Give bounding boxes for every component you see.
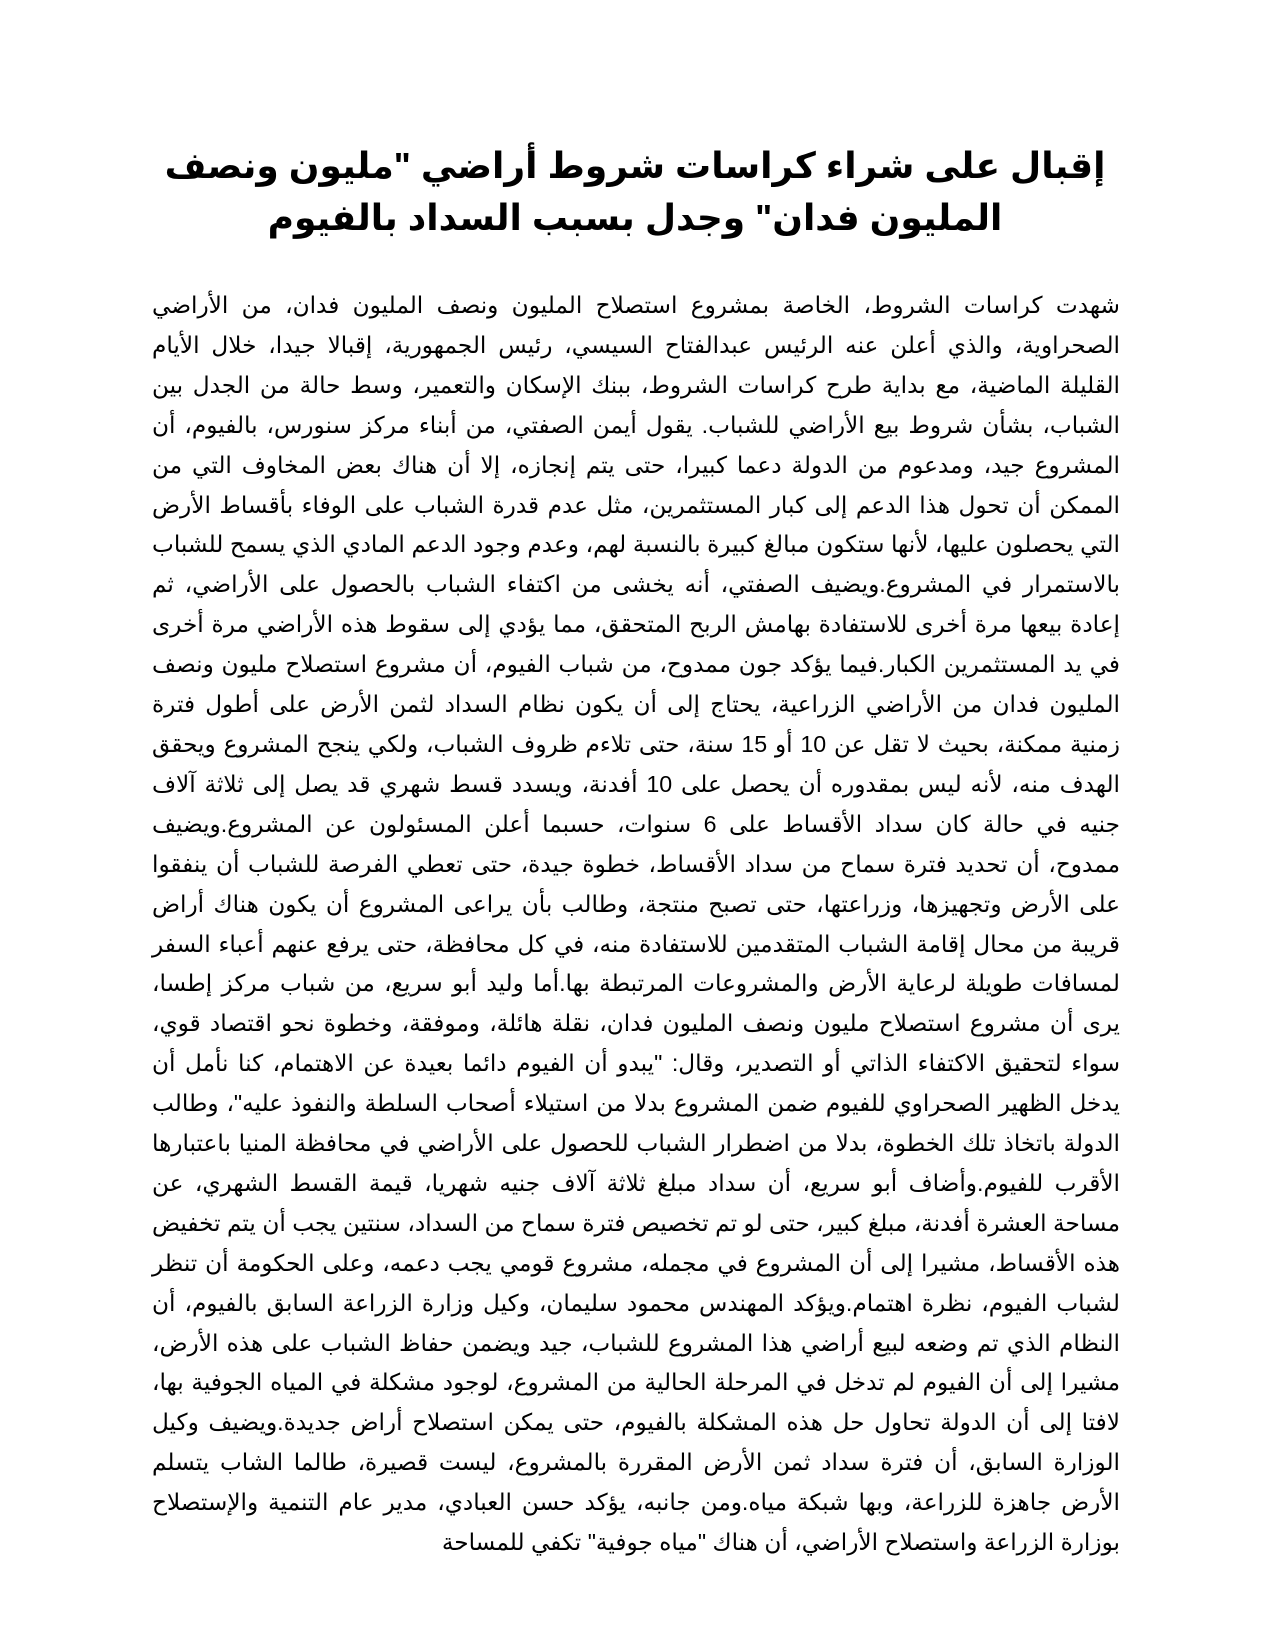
article-body: شهدت كراسات الشروط، الخاصة بمشروع استصلاح المليون ونصف المليون فدان، من الأراضي الصحراوية، والذي أعلن عنه الرئيس عبدالفتاح السيسي، رئيس الجمهورية، إقبالا جيدا، خلال الأيام القليلة الماضية، مع بداية طرح كراسات الشروط، ببنك الإسكان والتعمير، وسط حالة من الجدل بين الشباب، بشأن شروط بيع الأراضي للشباب. يقول أيمن الصفتي، من أبناء مركز سنورس، بالفيوم، أن المشروع جيد، ومدعوم من الدولة دعما كبيرا، حتى يتم إنجازه، إلا أن هناك بعض المخاوف التي من الممكن أن تحول هذا الدعم إلى كبار المستثمرين، مثل عدم قدرة الشباب على الوفاء بأقساط الأرض التي يحصلون عليها، لأنها ستكون مبالغ كبيرة بالنسبة لهم، وعدم وجود الدعم المادي الذي يسمح للشباب بالاستمرار في المشروع.ويضيف الصفتي، أنه يخشى من اكتفاء الشباب بالحصول على الأراضي، ثم إعادة بيعها مرة أخرى للاستفادة بهامش الربح المتحقق، مما يؤدي إلى سقوط هذه الأراضي مرة أخرى في يد المستثمرين الكبار.فيما يؤكد جون ممدوح، من شباب الفيوم، أن مشروع استصلاح مليون ونصف المليون فدان من الأراضي الزراعية، يحتاج إلى أن يكون نظام السداد لثمن الأرض على أطول فترة زمنية ممكنة، بحيث لا تقل عن 10 أو 15 سنة، حتى تلاءم ظروف الشباب، ولكي ينجح المشروع ويحقق الهدف منه، لأنه ليس بمقدوره أن يحصل على 10 أفدنة، ويسدد قسط شهري قد يصل إلى ثلاثة آلاف جنيه في حالة كان سداد الأقساط على 6 سنوات، حسبما أعلن المسئولون عن المشروع.ويضيف ممدوح، أن تحديد فترة سماح من سداد الأقساط، خطوة جيدة، حتى تعطي الفرصة للشباب أن ينفقوا على الأرض وتجهيزها، وزراعتها، حتى تصبح منتجة، وطالب بأن يراعى المشروع أن يكون هناك أراض قريبة من محال إقامة الشباب المتقدمين للاستفادة منه، في كل محافظة، حتى يرفع عنهم أعباء السفر لمسافات طويلة لرعاية الأرض والمشروعات المرتبطة بها.أما وليد أبو سريع، من شباب مركز إطسا، يرى أن مشروع استصلاح مليون ونصف المليون فدان، نقلة هائلة، وموفقة، وخطوة نحو اقتصاد قوي، سواء لتحقيق الاكتفاء الذاتي أو التصدير، وقال: "يبدو أن الفيوم دائما بعيدة عن الاهتمام، كنا نأمل أن يدخل الظهير الصحراوي للفيوم ضمن المشروع بدلا من استيلاء أصحاب السلطة والنفوذ عليه"، وطالب الدولة باتخاذ تلك الخطوة، بدلا من اضطرار الشباب للحصول على الأراضي في محافظة المنيا باعتبارها الأقرب للفيوم.وأضاف أبو سريع، أن سداد مبلغ ثلاثة آلاف جنيه شهريا، قيمة القسط الشهري، عن مساحة العشرة أفدنة، مبلغ كبير، حتى لو تم تخصيص فترة سماح من السداد، سنتين يجب أن يتم تخفيض هذه الأقساط، مشيرا إلى أن المشروع في مجمله، مشروع قومي يجب دعمه، وعلى الحكومة أن تنظر لشباب الفيوم، نظرة اهتمام.ويؤكد المهندس محمود سليمان، وكيل وزارة الزراعة السابق بالفيوم، أن النظام الذي تم وضعه لبيع أراضي هذا المشروع للشباب، جيد ويضمن حفاظ الشباب على هذه الأرض، مشيرا إلى أن الفيوم لم تدخل في المرحلة الحالية من المشروع، لوجود مشكلة في المياه الجوفية بها، لافتا إلى أن الدولة تحاول حل هذه المشكلة بالفيوم، حتى يمكن استصلاح أراض جديدة.ويضيف وكيل الوزارة السابق، أن فترة سداد ثمن الأرض المقررة بالمشروع، ليست قصيرة، طالما الشاب يتسلم الأرض جاهزة للزراعة، وبها شبكة مياه.ومن جانبه، يؤكد حسن العبادي، مدير عام التنمية والإستصلاح بوزارة الزراعة واستصلاح الأراضي، أن هناك "مياه جوفية" تكفي للمساحة — [152, 292, 1120, 1556]
article-title: إقبال على شراء كراسات شروط أراضي "مليون ونصف المليون فدان" وجدل بسبب السداد بالفيوم — [164, 145, 1106, 238]
